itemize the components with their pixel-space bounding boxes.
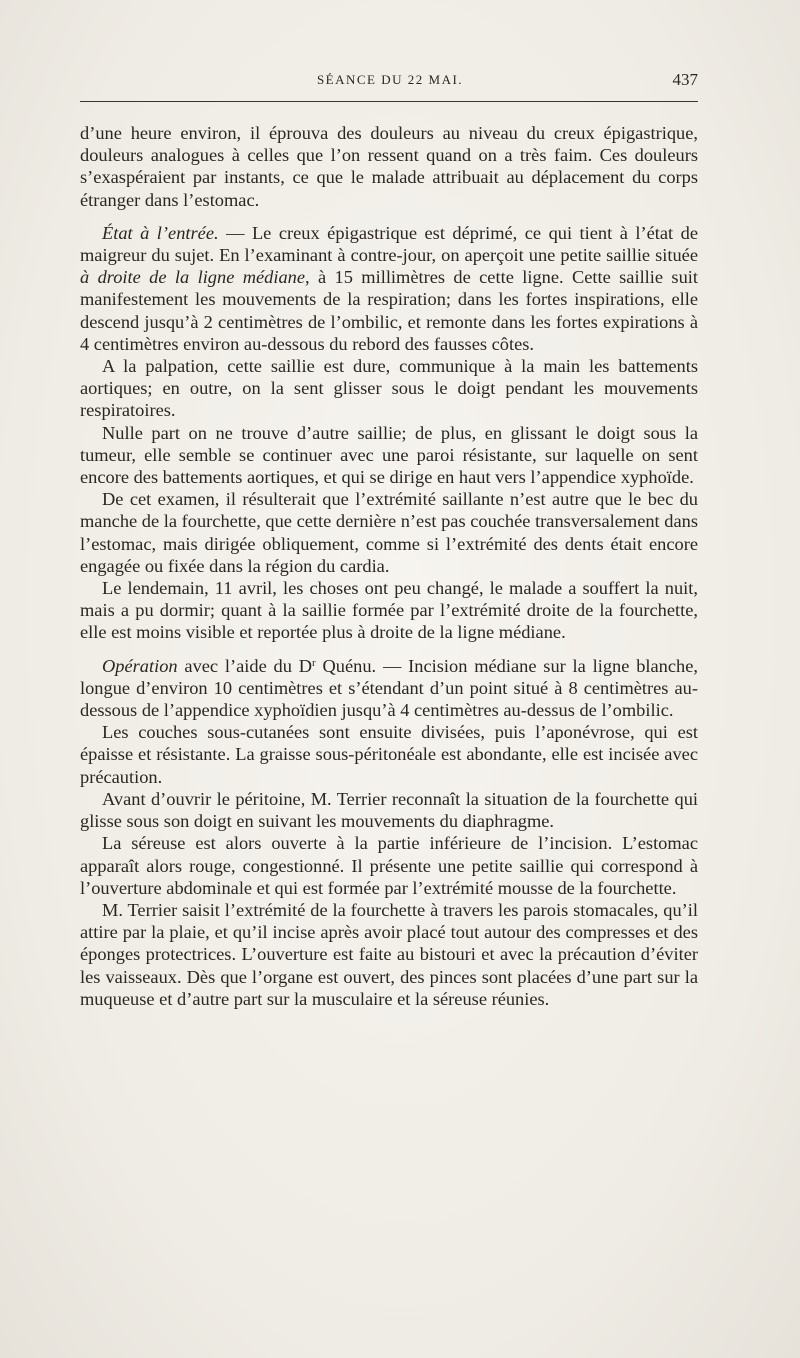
body-text (80, 122, 698, 1010)
header-rule (80, 101, 698, 102)
paragraph-etat-entree: État à l’entrée. — Le creux épigastrique est déprimé, ce qui tient à l’état de maigreur du sujet. En l’examinant à contre-jour, on aperçoit une petite saillie située à droite de la ligne médiane, à 15 millimètres de cette ligne. Cette saillie suit manifestement les mouvements de la respiration; dans les fortes inspirations, elle descend jusqu’à 2 centimètres de l’ombilic, et remonte dans les fortes expirations à 4 centimètres environ au-dessous du rebord des fausses côtes. (80, 222, 699, 354)
section-lead-operation: Opération (102, 655, 178, 676)
paragraph-peritoine: Avant d’ouvrir le péritoine, M. Terrier reconnaît la situation de la fourchette qui glisse sous son doigt en suivant les mouvements du diaphragme. (80, 788, 698, 832)
running-title: SÉANCE DU 22 MAI. (316, 72, 464, 87)
page-header (80, 70, 700, 94)
paragraph-sereuse: La séreuse est alors ouverte à la partie inférieure de l’incision. L’estomac apparaît alors rouge, congestionné. Il présente une petite saillie qui correspond à l’ouverture abdominale et qui est formée par l’extrémité mousse de la fourchette. (80, 833, 698, 898)
section-lead-etat: État à l’entrée. (102, 222, 219, 243)
paragraph-examen: De cet examen, il résulterait que l’extrémité saillante n’est autre que le bec du manche de la fourchette, que cette dernière n’est pas couchée transversalement dans l’estomac, mais dirigée obliquement, comme si l’extrémité des dents était encore engagée ou fixée dans la région du cardia. (80, 489, 698, 576)
paragraph-operation: Opération avec l’aide du $D^r$ Quénu. — Incision médiane sur la ligne blanche, longue d’environ 10 centimètres et s’étendant d’un point situé à 8 centimètres au-dessous de l’appendice xyphoïdien jusqu’à 4 centimètres au-dessus de l’ombilic. (80, 655, 698, 721)
paragraph-nulle-part: Nulle part on ne trouve d’autre saillie; de plus, en glissant le doigt sous la tumeur, elle semble se continuer avec une paroi résistante, sur laquelle on sent encore des battements aortiques, et qui se dirige en haut vers l’appendice xyphoïde. (80, 422, 698, 488)
paragraph-palpation: A la palpation, cette saillie est dure, communique à la main les battements aortiques; en outre, on la sent glisser sous le doigt pendant les mouvements respiratoires. (80, 356, 698, 421)
paragraph-lendemain: Le lendemain, 11 avril, les choses ont peu changé, le malade a souffert la nuit, mais a pu dormir; quant à la saillie formée par l’extrémité droite de la fourchette, elle est moins visible et reportée plus à droite de la ligne médiane. (80, 578, 698, 643)
paragraph-1: d’une heure environ, il éprouva des douleurs au niveau du creux épigastrique, douleurs analogues à celles que l’on ressent quand on a très faim. Ces douleurs s’exaspéraient par instants, ce que le malade attribuait au déplacement du corps étranger dans l’estomac. (80, 123, 698, 210)
paragraph-terrier: M. Terrier saisit l’extrémité de la fourchette à travers les parois stomacales, qu’il attire par la plaie, et qu’il incise après avoir placé tout autour des compresses et des éponges protectrices. L’ouverture est faite au bistouri et avec la précaution d’éviter les vaisseaux. Dès que l’organe est ouvert, des pinces sont placées d’une part sur la muqueuse et d’autre part sur la musculaire et la séreuse réunies. (80, 899, 698, 1009)
page-number: 437 (672, 70, 698, 89)
paragraph-couches: Les couches sous-cutanées sont ensuite divisées, puis l’aponévrose, qui est épaisse et résistante. La graisse sous-péritonéale est abondante, elle est incisée avec précaution. (80, 722, 698, 787)
